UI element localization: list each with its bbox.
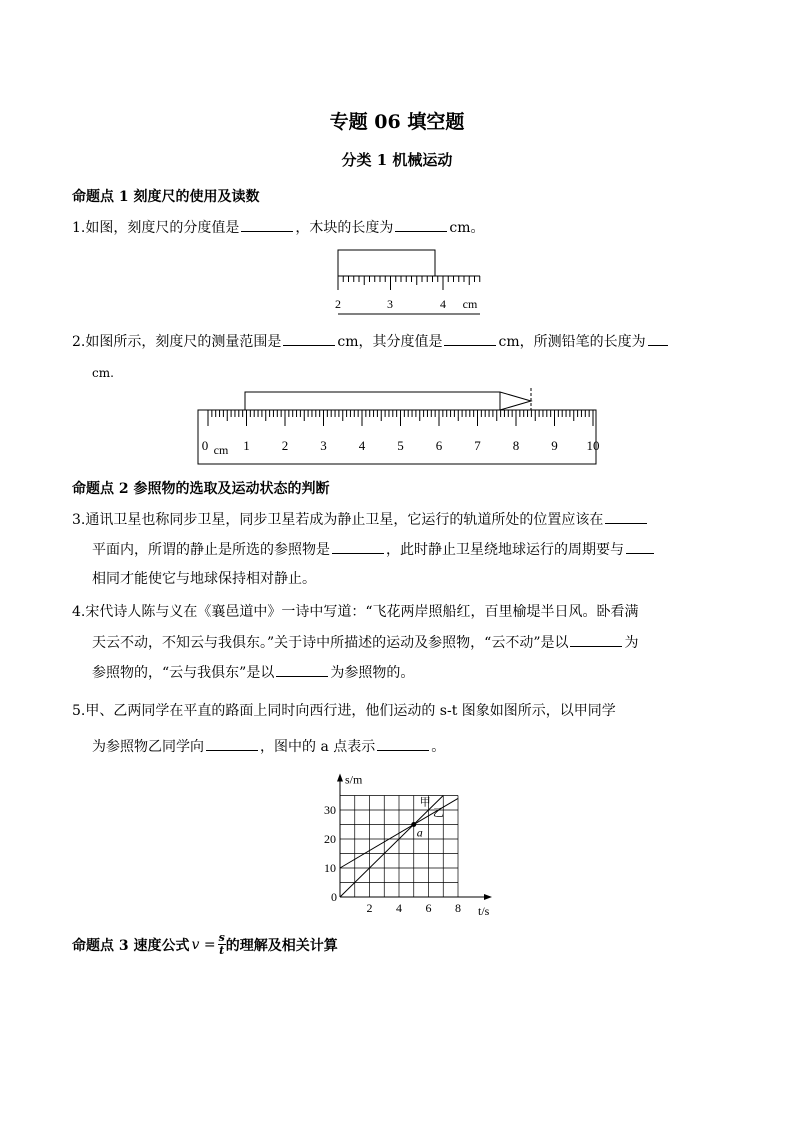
formula-denominator: t <box>219 944 225 957</box>
q3-text-2b: ，此时静止卫星绕地球运行的周期要与 <box>386 542 624 558</box>
y-axis-label: s/m <box>345 772 363 787</box>
q2-text-a: 2.如图所示，刻度尺的测量范围是 <box>72 334 282 350</box>
question-1 <box>72 217 484 238</box>
q3-blank-1[interactable] <box>605 509 647 524</box>
x-tick-label: 4 <box>396 901 402 915</box>
x-tick-label: 6 <box>425 901 432 915</box>
section-3-prefix: 命题点 3 速度公式 <box>72 937 190 954</box>
question-3-line-1 <box>72 509 649 530</box>
q3-text-1: 3.通讯卫星也称同步卫星，同步卫星若成为静止卫星，它运行的轨道所处的位置应该在 <box>72 512 604 528</box>
section-heading-3 <box>72 932 338 957</box>
x-axis-label: t/s <box>478 904 490 918</box>
series-yi-label: 乙 <box>432 806 444 819</box>
q5-text-2b: ，图中的 a 点表示 <box>260 739 376 755</box>
x-tick-label: 2 <box>366 901 373 915</box>
question-3-line-3: 相同才能使它与地球保持相对静止。 <box>92 571 316 587</box>
st-chart <box>318 772 498 922</box>
q4-blank-2[interactable] <box>276 662 328 677</box>
ruler-2-unit: cm <box>213 443 229 457</box>
y-axis-arrow <box>337 774 343 782</box>
ruler-2-label: 9 <box>551 438 558 453</box>
q2-blank-2[interactable] <box>444 331 496 346</box>
x-tick-label: 8 <box>455 901 461 915</box>
section-heading-1: 命题点 1 刻度尺的使用及读数 <box>72 189 260 205</box>
page-subtitle: 分类 1 机械运动 <box>341 151 453 169</box>
q1-text-a: 1.如图，刻度尺的分度值是 <box>72 220 240 236</box>
ruler-1-label-2: 2 <box>335 297 341 311</box>
ruler-2-body <box>198 410 596 464</box>
formula-lhs: v = <box>191 936 216 953</box>
q4-text-2a: 天云不动，不知云与我俱东。”关于诗中所描述的运动及参照物，“云不动”是以 <box>92 635 569 651</box>
ruler-1-label-4: 4 <box>440 297 446 311</box>
q2-blank-3[interactable] <box>648 331 668 346</box>
section-3-suffix: 的理解及相关计算 <box>225 937 338 954</box>
q3-blank-3[interactable] <box>626 539 654 554</box>
q1-text-c: cm。 <box>449 220 485 236</box>
x-axis-arrow <box>484 894 492 900</box>
pencil <box>245 392 531 410</box>
point-a-label: a <box>416 825 423 840</box>
question-3-line-2 <box>92 539 656 560</box>
q3-blank-2[interactable] <box>332 539 384 554</box>
ruler-1-unit: cm <box>462 297 478 311</box>
series-jia-label: 甲 <box>419 796 431 809</box>
ruler-2-label: 2 <box>281 438 289 453</box>
q3-text-2a: 平面内，所谓的静止是所选的参照物是 <box>92 542 330 558</box>
y-tick-label: 20 <box>324 832 336 846</box>
section-heading-2: 命题点 2 参照物的选取及运动状态的判断 <box>72 481 330 497</box>
q2-text-d: cm. <box>92 366 114 380</box>
q4-blank-1[interactable] <box>570 632 622 647</box>
ruler-2-label: 3 <box>320 438 327 453</box>
ruler-2-label: 1 <box>243 438 250 453</box>
page-title: 专题 06 填空题 <box>329 111 465 133</box>
ruler-2-label: 4 <box>358 438 366 453</box>
question-4-line-3 <box>92 662 414 683</box>
ruler-2-label: 10 <box>586 438 600 453</box>
question-2 <box>72 331 670 352</box>
wooden-block <box>338 250 435 276</box>
ruler-2-label-0: 0 <box>201 438 209 453</box>
q4-text-3a: 参照物的，“云与我俱东”是以 <box>92 665 275 681</box>
y-tick-label: 30 <box>324 803 336 817</box>
y-tick-label: 10 <box>324 861 336 875</box>
ruler-1-label-3: 3 <box>387 297 393 311</box>
q1-blank-2[interactable] <box>395 217 447 232</box>
q5-text-2c: 。 <box>431 739 446 755</box>
ruler-1-ticks <box>338 276 480 290</box>
question-4-line-1: 4.宋代诗人陈与义在《襄邑道中》一诗中写道：“飞花两岸照船红，百里榆堤半日风。卧看满 <box>72 604 639 620</box>
ruler-2-label: 6 <box>435 438 443 453</box>
q2-text-c: cm，所测铅笔的长度为 <box>498 334 646 350</box>
q2-text-b: cm，其分度值是 <box>337 334 443 350</box>
q1-text-b: ，木块的长度为 <box>295 220 394 236</box>
q4-text-2b: 为 <box>624 635 639 651</box>
q5-text-2a: 为参照物乙同学向 <box>92 739 204 755</box>
q4-text-3b: 为参照物的。 <box>330 665 415 681</box>
q5-blank-1[interactable] <box>206 736 258 751</box>
ruler-2-label: 7 <box>474 438 481 453</box>
ruler-2-label: 5 <box>397 438 404 453</box>
question-4-line-2 <box>92 632 638 653</box>
point-a <box>411 822 416 827</box>
ruler-2-label: 8 <box>512 438 520 453</box>
origin-label: 0 <box>331 890 337 904</box>
ruler-figure-2 <box>195 386 600 468</box>
q1-blank-1[interactable] <box>241 217 293 232</box>
formula-fraction <box>218 932 226 957</box>
formula-numerator: s <box>218 931 225 944</box>
q2-blank-1[interactable] <box>283 331 335 346</box>
q5-blank-2[interactable] <box>377 736 429 751</box>
question-5-line-1: 5.甲、乙两同学在平直的路面上同时向西行进，他们运动的 s-t 图象如图所示，以甲同学 <box>72 703 616 719</box>
question-5-line-2 <box>92 736 445 757</box>
ruler-figure-1 <box>330 246 490 318</box>
series-jia-line <box>340 796 443 898</box>
